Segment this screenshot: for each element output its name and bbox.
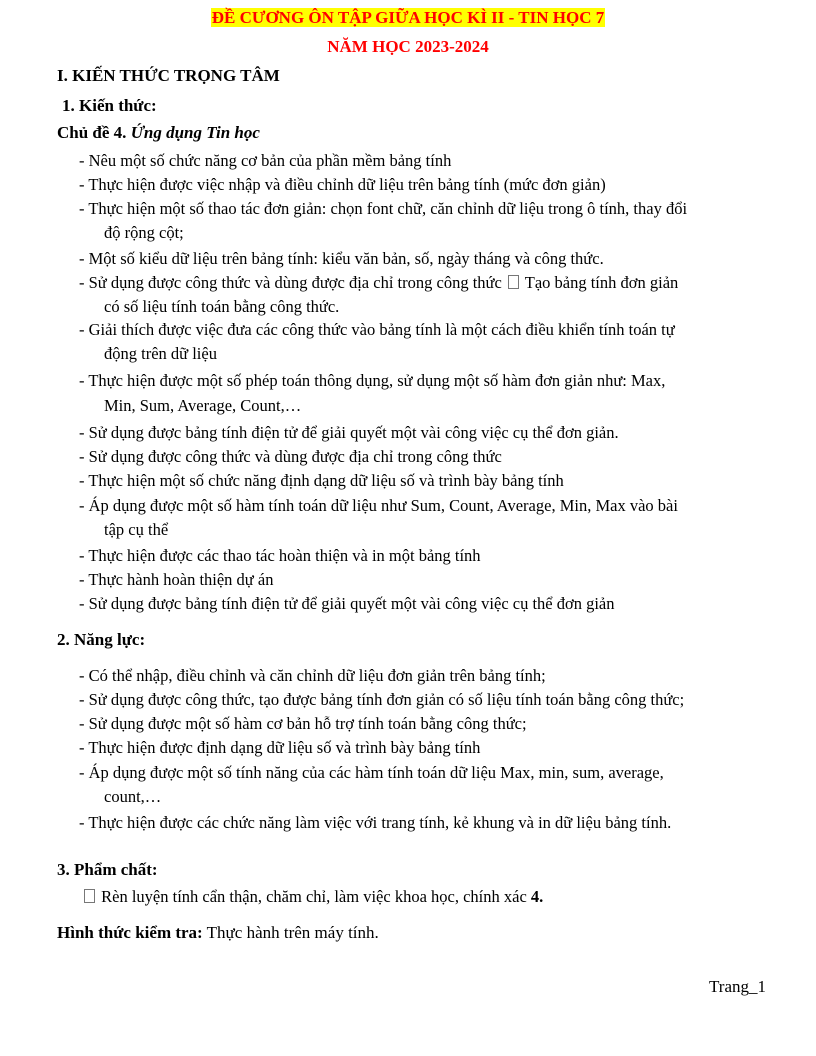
list-item-text: Tạo bảng tính đơn giản (524, 273, 679, 292)
list-item-number: 4. (530, 887, 544, 906)
missing-glyph-box-icon (508, 275, 519, 289)
list-item: - Thực hiện một số chức năng định dạng dữ liệu số và trình bày bảng tính (79, 471, 564, 490)
list-item: - Sử dụng được công thức và dùng được địa chỉ trong công thức (79, 447, 502, 466)
section-3-heading: 3. Phẩm chất: (57, 860, 158, 879)
list-item: - Thực hiện được các chức năng làm việc với trang tính, kẻ khung và in dữ liệu bảng tính. (79, 813, 672, 832)
topic-heading (57, 123, 260, 143)
document-title-text: ĐỀ CƯƠNG ÔN TẬP GIỮA HỌC KÌ II - TIN HỌC 7 (211, 8, 605, 27)
missing-glyph-box-icon (84, 889, 95, 903)
list-item: - Sử dụng được công thức, tạo được bảng tính đơn giản có số liệu tính toán bằng công thức; (79, 690, 685, 709)
subsection-knowledge-heading: 1. Kiến thức: (62, 96, 157, 115)
list-item (79, 273, 678, 293)
document-title (0, 8, 816, 28)
exam-format (57, 923, 379, 943)
list-item-continuation: Min, Sum, Average, Count,… (104, 396, 302, 415)
list-item: - Có thể nhập, điều chỉnh và căn chỉnh dữ liệu đơn giản trên bảng tính; (79, 666, 546, 685)
list-item-continuation: độ rộng cột; (104, 223, 184, 242)
list-item: - Sử dụng được bảng tính điện tử để giải quyết một vài công việc cụ thể đơn giản. (79, 423, 619, 442)
list-item: - Thực hiện được các thao tác hoàn thiện và in một bảng tính (79, 546, 481, 565)
list-item-continuation: có số liệu tính toán bằng công thức. (104, 297, 340, 316)
list-item: - Áp dụng được một số tính năng của các hàm tính toán dữ liệu Max, min, sum, average, (79, 763, 664, 782)
topic-prefix: Chủ đề 4. (57, 123, 131, 142)
section-2-heading: 2. Năng lực: (57, 630, 146, 649)
list-item: - Sử dụng được một số hàm cơ bản hỗ trợ tính toán bằng công thức; (79, 714, 527, 733)
list-item: - Nêu một số chức năng cơ bản của phần mềm bảng tính (79, 151, 452, 170)
list-item: - Một số kiểu dữ liệu trên bảng tính: kiểu văn bản, số, ngày tháng và công thức. (79, 249, 604, 268)
list-item: - Thực hiện được việc nhập và điều chỉnh dữ liệu trên bảng tính (mức đơn giản) (79, 175, 606, 194)
document-subtitle: NĂM HỌC 2023-2024 (327, 37, 489, 56)
list-item: - Giải thích được việc đưa các công thức vào bảng tính là một cách điều khiển tính toán tự (79, 320, 675, 339)
list-item (82, 887, 543, 907)
exam-format-value: Thực hành trên máy tính. (202, 923, 379, 942)
list-item: - Thực hiện một số thao tác đơn giản: chọn font chữ, căn chỉnh dữ liệu trong ô tính, thay đổi (79, 199, 688, 218)
list-item: - Thực hiện được định dạng dữ liệu số và trình bày bảng tính (79, 738, 481, 757)
list-item-continuation: count,… (104, 787, 162, 806)
list-item: - Sử dụng được bảng tính điện tử để giải quyết một vài công việc cụ thể đơn giản (79, 594, 615, 613)
list-item-text: - Sử dụng được công thức và dùng được địa chỉ trong công thức (79, 273, 502, 292)
list-item-continuation: động trên dữ liệu (104, 344, 217, 363)
list-item: - Thực hiện được một số phép toán thông dụng, sử dụng một số hàm đơn giản như: Max, (79, 371, 666, 390)
list-item: - Thực hành hoàn thiện dự án (79, 570, 274, 589)
list-item-continuation: tập cụ thể (104, 520, 169, 539)
section-1-heading: I. KIẾN THỨC TRỌNG TÂM (57, 66, 280, 85)
page-number: Trang_1 (709, 977, 766, 996)
topic-name: Ứng dụng Tin học (130, 123, 260, 142)
exam-format-label: Hình thức kiểm tra: (57, 923, 203, 942)
list-item: - Áp dụng được một số hàm tính toán dữ liệu như Sum, Count, Average, Min, Max vào bài (79, 496, 678, 515)
list-item-text: Rèn luyện tính cẩn thận, chăm chỉ, làm việc khoa học, chính xác (101, 887, 527, 906)
